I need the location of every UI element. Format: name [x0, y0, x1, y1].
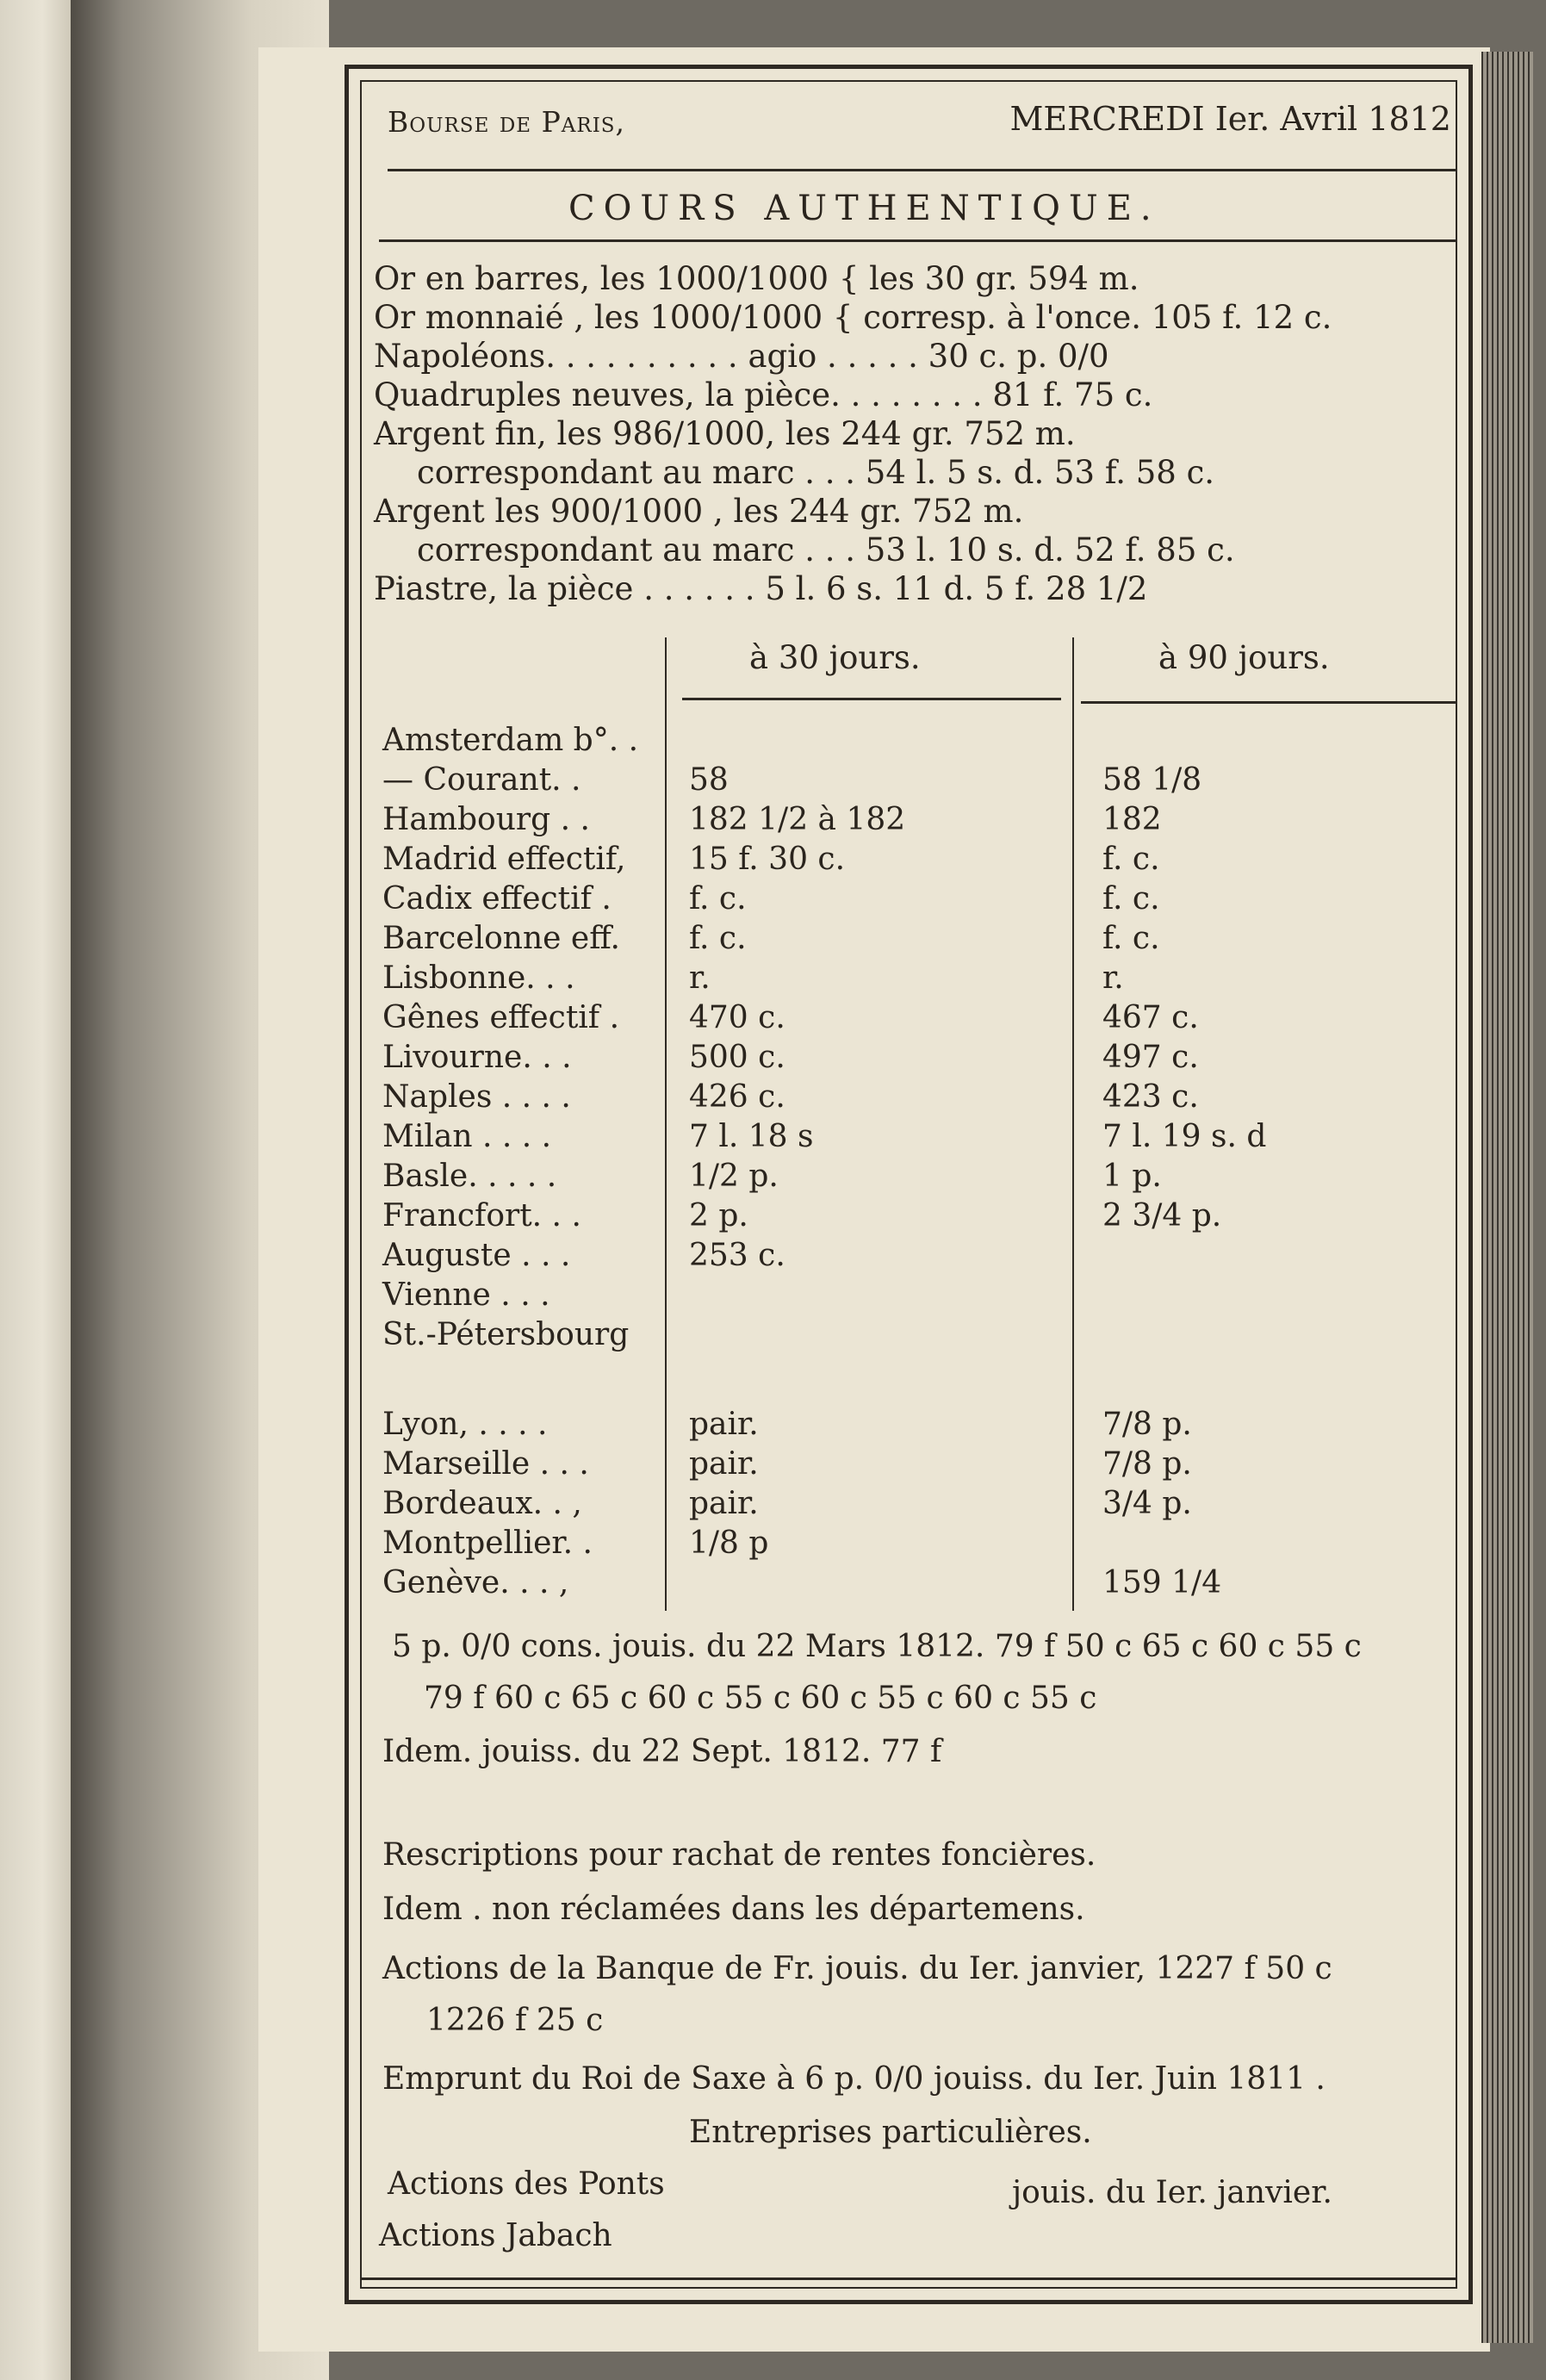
exchange-place: — Courant. . — [382, 762, 581, 798]
metal-line: Argent les 900/1000 , les 244 gr. 752 m. — [374, 493, 1024, 530]
domestic-rate-90: 159 1/4 — [1102, 1565, 1222, 1600]
exchange-place: Amsterdam b°. . — [382, 723, 639, 758]
metal-line: Napoléons. . . . . . . . . . agio . . . . . 30 c. p. 0/0 — [374, 338, 1109, 375]
metal-line: Or en barres, les 1000/1000 { les 30 gr. 594 m. — [374, 260, 1139, 297]
domestic-rate-30: 1/8 p — [689, 1526, 769, 1561]
exchange-rate-30: 182 1/2 à 182 — [689, 802, 906, 837]
rente-line: Idem. jouiss. du 22 Sept. 1812. 77 f — [382, 1734, 942, 1769]
rente-line: 79 f 60 c 65 c 60 c 55 c 60 c 55 c 60 c 55 c — [424, 1681, 1097, 1716]
exchange-place: Cadix effectif . — [382, 881, 612, 917]
exchange-rate-90: f. c. — [1102, 842, 1160, 877]
misc-line: jouis. du Ier. janvier. — [1012, 2175, 1332, 2210]
exchange-place: Milan . . . . — [382, 1119, 552, 1154]
metal-line: correspondant au marc . . . 53 l. 10 s. d. 52 f. 85 c. — [417, 531, 1235, 569]
exchange-rate-90: 2 3/4 p. — [1102, 1198, 1222, 1233]
exchange-rate-90: 7 l. 19 s. d — [1102, 1119, 1267, 1154]
page-title: COURS AUTHENTIQUE. — [568, 189, 1160, 228]
exchange-rate-30: 470 c. — [689, 1000, 785, 1035]
exchange-rate-90: 497 c. — [1102, 1040, 1199, 1075]
exchange-rate-30: f. c. — [689, 921, 747, 956]
column-rule — [1081, 701, 1456, 704]
exchange-place: Hambourg . . — [382, 802, 590, 837]
header-left: Bourse de Paris, — [388, 105, 626, 139]
left-page-edge — [0, 0, 71, 2380]
table-divider-left — [665, 637, 667, 1611]
exchange-rate-90: 423 c. — [1102, 1079, 1199, 1115]
metal-line: Quadruples neuves, la pièce. . . . . . . . 81 f. 75 c. — [374, 376, 1153, 413]
column-header-90-days: à 90 jours. — [1158, 639, 1330, 676]
misc-line: Actions de la Banque de Fr. jouis. du Ier. janvier, 1227 f 50 c — [382, 1951, 1332, 1986]
header-rule — [388, 169, 1456, 171]
header-date: MERCREDI Ier. Avril 1812 — [1009, 100, 1451, 138]
exchange-place: Madrid effectif, — [382, 842, 626, 877]
domestic-rate-30: pair. — [689, 1486, 759, 1521]
exchange-rate-30: 2 p. — [689, 1198, 748, 1233]
domestic-place: Lyon, . . . . — [382, 1407, 548, 1442]
domestic-place: Genève. . . , — [382, 1565, 569, 1600]
exchange-rate-30: f. c. — [689, 881, 747, 917]
exchange-rate-30: r. — [689, 960, 711, 996]
exchange-rate-30: 426 c. — [689, 1079, 785, 1115]
page-edges — [1481, 52, 1533, 2343]
exchange-rate-90: 58 1/8 — [1102, 762, 1202, 798]
bottom-rule — [362, 2277, 1456, 2280]
exchange-rate-90: f. c. — [1102, 881, 1160, 917]
table-divider-right — [1072, 637, 1074, 1611]
exchange-rate-90: 182 — [1102, 802, 1162, 837]
metal-line: Argent fin, les 986/1000, les 244 gr. 752 m. — [374, 415, 1076, 452]
title-rule — [379, 239, 1456, 242]
exchange-rate-30: 7 l. 18 s — [689, 1119, 814, 1154]
exchange-place: Gênes effectif . — [382, 1000, 620, 1035]
domestic-rate-90: 7/8 p. — [1102, 1407, 1192, 1442]
misc-line: Emprunt du Roi de Saxe à 6 p. 0/0 jouiss. du Ier. Juin 1811 . — [382, 2061, 1326, 2097]
misc-line: Idem . non réclamées dans les départemens. — [382, 1892, 1085, 1927]
exchange-rate-30: 253 c. — [689, 1238, 785, 1273]
exchange-place: Basle. . . . . — [382, 1159, 557, 1194]
metal-line: Or monnaié , les 1000/1000 { corresp. à l'once. 105 f. 12 c. — [374, 299, 1332, 336]
misc-line: Actions des Ponts — [388, 2166, 665, 2202]
column-header-30-days: à 30 jours. — [749, 639, 921, 676]
exchange-place: Barcelonne eff. — [382, 921, 620, 956]
exchange-place: Vienne . . . — [382, 1277, 550, 1313]
exchange-place: Francfort. . . — [382, 1198, 581, 1233]
metal-line: Piastre, la pièce . . . . . . 5 l. 6 s. 11 d. 5 f. 28 1/2 — [374, 570, 1148, 607]
domestic-place: Montpellier. . — [382, 1526, 593, 1561]
exchange-place: Lisbonne. . . — [382, 960, 575, 996]
misc-line: Rescriptions pour rachat de rentes foncières. — [382, 1837, 1096, 1873]
exchange-rate-90: f. c. — [1102, 921, 1160, 956]
exchange-rate-30: 58 — [689, 762, 729, 798]
exchange-rate-30: 1/2 p. — [689, 1159, 779, 1194]
exchange-place: Livourne. . . — [382, 1040, 572, 1075]
metal-line: correspondant au marc . . . 54 l. 5 s. d. 53 f. 58 c. — [417, 454, 1215, 491]
domestic-rate-30: pair. — [689, 1407, 759, 1442]
column-rule — [682, 698, 1061, 700]
misc-line: 1226 f 25 c — [426, 2003, 604, 2038]
domestic-place: Marseille . . . — [382, 1446, 589, 1482]
domestic-rate-30: pair. — [689, 1446, 759, 1482]
exchange-rate-90: r. — [1102, 960, 1124, 996]
domestic-place: Bordeaux. . , — [382, 1486, 582, 1521]
misc-line: Actions Jabach — [379, 2218, 612, 2253]
exchange-place: Auguste . . . — [382, 1238, 571, 1273]
exchange-rate-30: 500 c. — [689, 1040, 785, 1075]
domestic-rate-90: 3/4 p. — [1102, 1486, 1192, 1521]
domestic-rate-90: 7/8 p. — [1102, 1446, 1192, 1482]
exchange-place: St.-Pétersbourg — [382, 1317, 630, 1352]
exchange-place: Naples . . . . — [382, 1079, 571, 1115]
rente-line: 5 p. 0/0 cons. jouis. du 22 Mars 1812. 79 f 50 c 65 c 60 c 55 c — [392, 1629, 1362, 1664]
section-heading: Entreprises particulières. — [689, 2115, 1092, 2150]
exchange-rate-90: 1 p. — [1102, 1159, 1162, 1194]
exchange-rate-90: 467 c. — [1102, 1000, 1199, 1035]
exchange-rate-30: 15 f. 30 c. — [689, 842, 846, 877]
